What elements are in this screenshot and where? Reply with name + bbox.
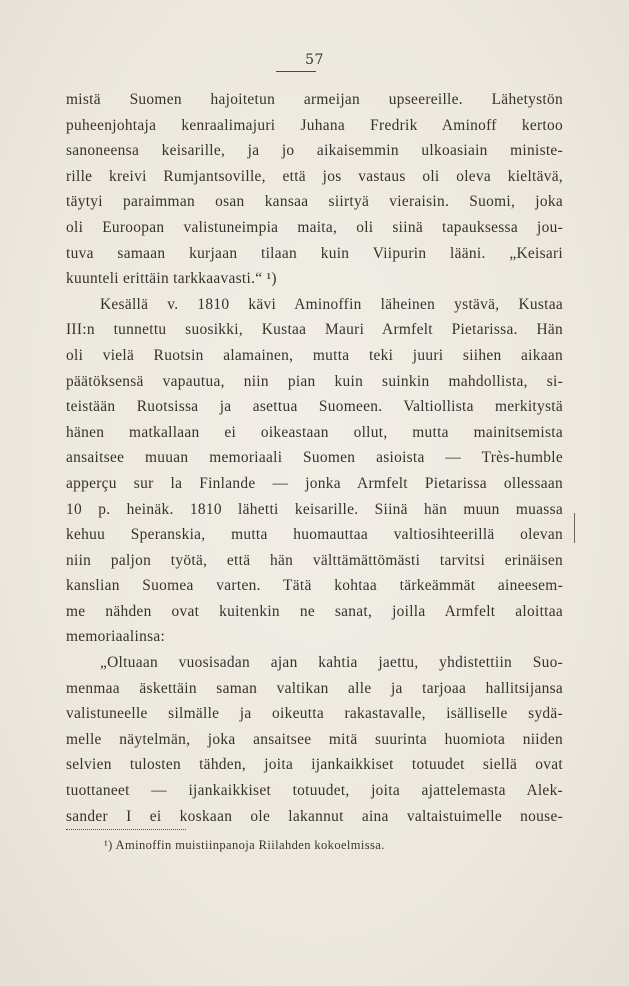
text-line: ansaitsee muuan memoriaali Suomen asioista — Très-humble (66, 449, 563, 467)
margin-mark (574, 513, 575, 543)
text-line: rille kreivi Rumjantsoville, että jos vastaus oli oleva kieltävä, (66, 167, 563, 185)
page-number: 57 (305, 52, 324, 68)
text-line: kuunteli erittäin tarkkaavasti.“ ¹) (66, 270, 277, 288)
text-line: melle näytelmän, joka ansaitsee mitä suurinta huomiota niiden (66, 730, 563, 748)
text-line: III:n tunnettu suosikki, Kustaa Mauri Armfelt Pietarissa. Hän (66, 321, 563, 339)
text-line: memoriaalinsa: (66, 628, 166, 646)
text-line: kanslian Suomea varten. Tätä kohtaa tärkeämmät aineesem- (66, 577, 563, 595)
text-line: valistuneelle silmälle ja oikeutta rakastavalle, isälliselle sydä- (66, 705, 563, 723)
text-line: tuottaneet — ijankaikkiset totuudet, joita ajattelemasta Alek- (66, 782, 563, 800)
footnote: ¹) Aminoffin muistiinpanoja Riilahden kokoelmissa. (104, 838, 385, 852)
footnote-rule (66, 829, 186, 830)
text-line: kehuu Speranskia, mutta huomauttaa valtiosihteerillä olevan (66, 526, 563, 544)
text-line: puheenjohtaja kenraalimajuri Juhana Fredrik Aminoff kertoo (66, 116, 563, 134)
text-line: päätöksensä vapautua, niin pian kuin suinkin mahdollista, si- (66, 372, 563, 390)
text-line: Kesällä v. 1810 kävi Aminoffin läheinen ystävä, Kustaa (100, 295, 563, 313)
text-line: 10 p. heinäk. 1810 lähetti keisarille. Siinä hän muun muassa (66, 500, 563, 518)
text-line: „Oltuaan vuosisadan ajan kahtia jaettu, yhdistettiin Suo- (100, 654, 563, 672)
text-line: teistään Ruotsissa ja asettua Suomeen. Valtiollista merkitystä (66, 398, 563, 416)
text-line: oli vielä Ruotsin alamainen, mutta teki juuri siihen aikaan (66, 346, 563, 364)
text-line: apperçu sur la Finlande — jonka Armfelt Pietarissa ollessaan (66, 474, 563, 492)
body-text (66, 87, 563, 829)
text-line: niin paljon työtä, että hän välttämättömästi tarvitsi erinäisen (66, 551, 563, 569)
text-line: sander I ei koskaan ole lakannut aina valtaistuimelle nouse- (66, 807, 563, 825)
text-line: me nähden ovat kuitenkin ne sanat, joilla Armfelt aloittaa (66, 602, 563, 620)
text-line: sanoneensa keisarille, ja jo aikaisemmin ulkoasiain ministe- (66, 142, 563, 160)
text-line: oli Euroopan valistuneimpia maita, oli siinä tapauksessa jou- (66, 218, 563, 236)
text-line: selvien tulosten tähden, joita ijankaikkiset totuudet siellä ovat (66, 756, 563, 774)
text-line: hänen matkallaan ei oikeastaan ollut, mutta mainitsemista (66, 423, 563, 441)
text-line: mistä Suomen hajoitetun armeijan upseereille. Lähetystön (66, 91, 563, 108)
text-line: menmaa äskettäin saman valtikan alle ja tarjoaa hallitsijansa (66, 679, 563, 697)
text-line: tuva samaan kurjaan tilaan kuin Viipurin lääni. „Keisari (66, 244, 563, 262)
page-number-rule (276, 71, 316, 72)
text-line: täytyi paraimman osan kansaa siirtyä vieraisin. Suomi, joka (66, 193, 563, 211)
